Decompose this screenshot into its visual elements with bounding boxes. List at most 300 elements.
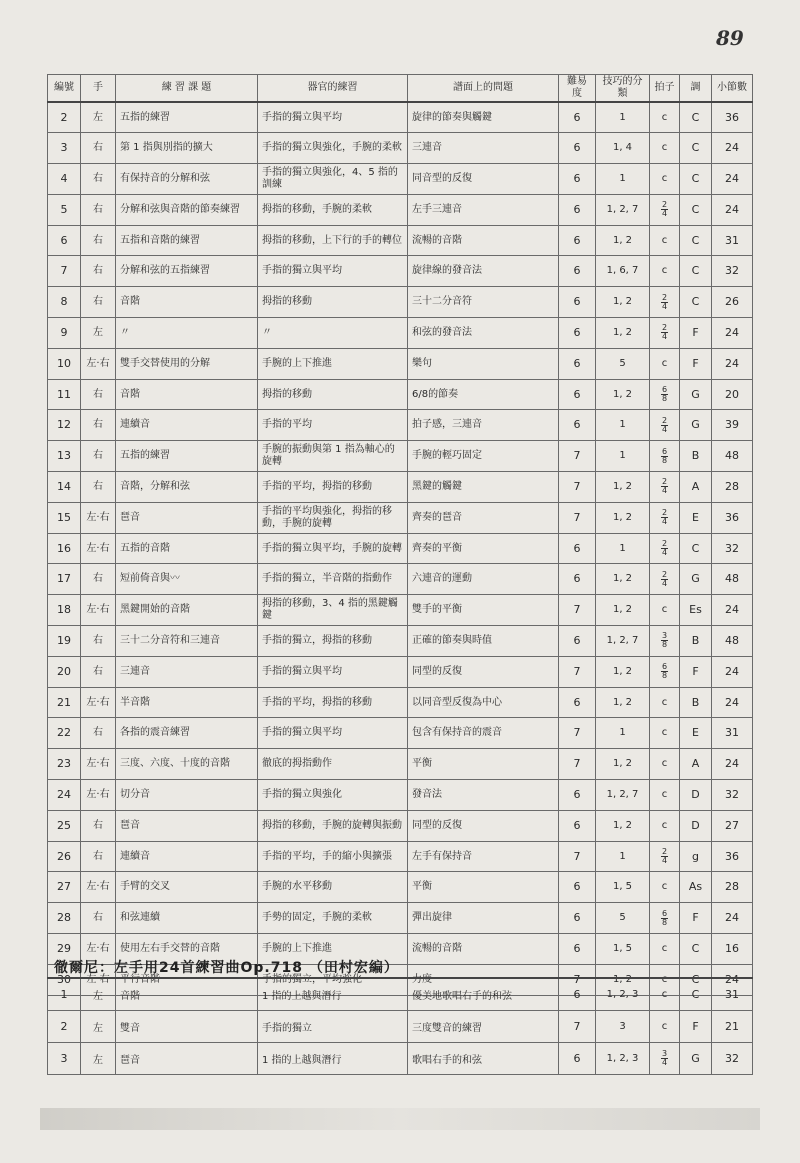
bar-count-cell: 24 bbox=[712, 656, 753, 687]
time-signature-cell bbox=[650, 502, 680, 533]
row-number: 5 bbox=[48, 194, 81, 225]
skill-category-cell: 1, 2 bbox=[596, 687, 650, 718]
skill-category-cell: 1 bbox=[596, 410, 650, 441]
bar-count-cell: 24 bbox=[712, 318, 753, 349]
fraction-glyph: $\frac{6}{8}$ bbox=[661, 908, 668, 927]
row-number: 10 bbox=[48, 348, 81, 379]
bar-count-cell: 16 bbox=[712, 934, 753, 965]
topic-cell: 〃 bbox=[116, 318, 258, 349]
table-row bbox=[48, 256, 753, 287]
key-cell: G bbox=[680, 1043, 712, 1075]
row-number: 24 bbox=[48, 780, 81, 811]
organ-exercise-cell: 手指的獨立 bbox=[258, 1011, 408, 1043]
skill-category-cell: 5 bbox=[596, 348, 650, 379]
difficulty-cell: 6 bbox=[559, 687, 596, 718]
time-signature-cell: c bbox=[650, 872, 680, 903]
key-cell: F bbox=[680, 318, 712, 349]
header-cell: 調 bbox=[680, 75, 712, 103]
time-signature-cell: c bbox=[650, 1011, 680, 1043]
row-number: 17 bbox=[48, 564, 81, 595]
hand-cell: 右 bbox=[81, 472, 116, 503]
organ-exercise-cell: 1 指的上越與潛行 bbox=[258, 978, 408, 1011]
skill-category-cell: 1, 2 bbox=[596, 595, 650, 626]
hand-cell: 右 bbox=[81, 841, 116, 872]
table-row bbox=[48, 379, 753, 410]
page-number: 89 bbox=[716, 26, 744, 50]
difficulty-cell: 7 bbox=[559, 718, 596, 749]
table-row bbox=[48, 749, 753, 780]
topic-cell: 音階 bbox=[116, 287, 258, 318]
topic-cell: 連續音 bbox=[116, 410, 258, 441]
key-cell: B bbox=[680, 626, 712, 657]
row-number: 3 bbox=[48, 133, 81, 164]
key-cell: C bbox=[680, 194, 712, 225]
key-cell: F bbox=[680, 656, 712, 687]
key-cell: D bbox=[680, 780, 712, 811]
skill-category-cell: 1 bbox=[596, 164, 650, 195]
key-cell: C bbox=[680, 256, 712, 287]
topic-cell: 五指和音階的練習 bbox=[116, 225, 258, 256]
hand-cell: 左 bbox=[81, 318, 116, 349]
fraction-glyph: $\frac{2}{4}$ bbox=[661, 569, 668, 588]
fraction-glyph: $\frac{2}{4}$ bbox=[661, 292, 668, 311]
table-row bbox=[48, 656, 753, 687]
skill-category-cell: 1, 2, 7 bbox=[596, 780, 650, 811]
fraction-glyph: $\frac{2}{4}$ bbox=[661, 415, 668, 434]
hand-cell: 右 bbox=[81, 194, 116, 225]
hand-cell: 左·右 bbox=[81, 780, 116, 811]
row-number: 28 bbox=[48, 903, 81, 934]
header-cell: 編號 bbox=[48, 75, 81, 103]
key-cell: E bbox=[680, 502, 712, 533]
skill-category-cell: 1, 5 bbox=[596, 872, 650, 903]
fraction-glyph: $\frac{6}{8}$ bbox=[661, 385, 668, 404]
row-number: 16 bbox=[48, 533, 81, 564]
score-problem-cell: 六連音的運動 bbox=[408, 564, 559, 595]
table-row bbox=[48, 441, 753, 472]
row-number: 11 bbox=[48, 379, 81, 410]
hand-cell: 右 bbox=[81, 225, 116, 256]
skill-category-cell: 1, 2 bbox=[596, 379, 650, 410]
table-row bbox=[48, 1043, 753, 1075]
topic-cell: 切分音 bbox=[116, 780, 258, 811]
header-cell: 練 習 課 題 bbox=[116, 75, 258, 103]
organ-exercise-cell: 手指的獨立與平均 bbox=[258, 102, 408, 133]
bar-count-cell: 24 bbox=[712, 964, 753, 995]
score-problem-cell: 旋律線的發音法 bbox=[408, 256, 559, 287]
row-number: 12 bbox=[48, 410, 81, 441]
time-signature-cell bbox=[650, 472, 680, 503]
skill-category-cell: 1, 2 bbox=[596, 749, 650, 780]
section-subtitle: 徹爾尼：左手用24首練習曲Op.718 （田村宏編） bbox=[54, 960, 399, 976]
hand-cell: 左·右 bbox=[81, 595, 116, 626]
table-row bbox=[48, 872, 753, 903]
difficulty-cell: 7 bbox=[559, 656, 596, 687]
organ-exercise-cell: 手指的獨立，拇指的移動 bbox=[258, 626, 408, 657]
table-row bbox=[48, 903, 753, 934]
bar-count-cell: 24 bbox=[712, 348, 753, 379]
organ-exercise-cell: 手指的獨立與強化 bbox=[258, 780, 408, 811]
organ-exercise-cell: 手指的獨立與強化，4、5 指的訓練 bbox=[258, 164, 408, 195]
difficulty-cell: 7 bbox=[559, 1011, 596, 1043]
topic-cell: 平行音階 bbox=[116, 964, 258, 995]
score-problem-cell: 6/8的節奏 bbox=[408, 379, 559, 410]
difficulty-cell: 6 bbox=[559, 194, 596, 225]
topic-cell: 五指的練習 bbox=[116, 441, 258, 472]
difficulty-cell: 6 bbox=[559, 564, 596, 595]
fraction-glyph: $\frac{3}{8}$ bbox=[661, 631, 668, 650]
table-row bbox=[48, 810, 753, 841]
time-signature-cell: c bbox=[650, 348, 680, 379]
bar-count-cell: 32 bbox=[712, 533, 753, 564]
bar-count-cell: 24 bbox=[712, 164, 753, 195]
table-row bbox=[48, 102, 753, 133]
hand-cell: 左·右 bbox=[81, 502, 116, 533]
bar-count-cell: 31 bbox=[712, 718, 753, 749]
topic-cell: 手臂的交叉 bbox=[116, 872, 258, 903]
hand-cell: 右 bbox=[81, 256, 116, 287]
skill-category-cell: 1 bbox=[596, 441, 650, 472]
skill-category-cell: 1, 2 bbox=[596, 810, 650, 841]
bar-count-cell: 27 bbox=[712, 810, 753, 841]
row-number: 9 bbox=[48, 318, 81, 349]
fraction-glyph: $\frac{2}{4}$ bbox=[661, 847, 668, 866]
table-row bbox=[48, 348, 753, 379]
key-cell: A bbox=[680, 472, 712, 503]
hand-cell: 右 bbox=[81, 626, 116, 657]
time-signature-cell bbox=[650, 564, 680, 595]
etude-table bbox=[47, 74, 753, 996]
organ-exercise-cell: 手指的獨立，平均強化 bbox=[258, 964, 408, 995]
time-signature-cell: c bbox=[650, 934, 680, 965]
topic-cell: 三度、六度、十度的音階 bbox=[116, 749, 258, 780]
table-row bbox=[48, 133, 753, 164]
skill-category-cell: 1, 2 bbox=[596, 964, 650, 995]
bar-count-cell: 24 bbox=[712, 687, 753, 718]
skill-category-cell: 1, 2 bbox=[596, 225, 650, 256]
table-row bbox=[48, 595, 753, 626]
time-signature-cell bbox=[650, 533, 680, 564]
hand-cell: 右 bbox=[81, 441, 116, 472]
score-problem-cell: 平衡 bbox=[408, 872, 559, 903]
difficulty-cell: 6 bbox=[559, 225, 596, 256]
time-signature-cell bbox=[650, 841, 680, 872]
organ-exercise-cell: 手指的平均，手的縮小與擴張 bbox=[258, 841, 408, 872]
time-signature-cell bbox=[650, 626, 680, 657]
hand-cell: 左·右 bbox=[81, 749, 116, 780]
organ-exercise-cell: 手腕的振動與第 1 指為軸心的旋轉 bbox=[258, 441, 408, 472]
hand-cell: 右 bbox=[81, 379, 116, 410]
key-cell: C bbox=[680, 102, 712, 133]
organ-exercise-cell: 拇指的移動，3、4 指的黑鍵觸鍵 bbox=[258, 595, 408, 626]
bar-count-cell: 32 bbox=[712, 1043, 753, 1075]
bar-count-cell: 28 bbox=[712, 872, 753, 903]
skill-category-cell: 3 bbox=[596, 1011, 650, 1043]
score-problem-cell: 雙手的平衡 bbox=[408, 595, 559, 626]
topic-cell: 第 1 指與別指的擴大 bbox=[116, 133, 258, 164]
hand-cell: 左 bbox=[81, 1011, 116, 1043]
time-signature-cell: c bbox=[650, 749, 680, 780]
topic-cell: 使用左右手交替的音階 bbox=[116, 934, 258, 965]
difficulty-cell: 6 bbox=[559, 348, 596, 379]
difficulty-cell: 7 bbox=[559, 472, 596, 503]
row-number: 30 bbox=[48, 964, 81, 995]
fraction-glyph: $\frac{2}{4}$ bbox=[661, 323, 668, 342]
row-number: 23 bbox=[48, 749, 81, 780]
difficulty-cell: 6 bbox=[559, 626, 596, 657]
difficulty-cell: 6 bbox=[559, 318, 596, 349]
key-cell: C bbox=[680, 287, 712, 318]
skill-category-cell: 1, 2 bbox=[596, 318, 650, 349]
key-cell: G bbox=[680, 410, 712, 441]
topic-cell: 三十二分音符和三連音 bbox=[116, 626, 258, 657]
score-problem-cell: 同音型的反復 bbox=[408, 164, 559, 195]
row-number: 4 bbox=[48, 164, 81, 195]
score-problem-cell: 彈出旋律 bbox=[408, 903, 559, 934]
difficulty-cell: 7 bbox=[559, 841, 596, 872]
score-problem-cell: 同型的反復 bbox=[408, 810, 559, 841]
difficulty-cell: 6 bbox=[559, 1043, 596, 1075]
organ-exercise-cell: 手指的獨立與平均 bbox=[258, 656, 408, 687]
key-cell: B bbox=[680, 687, 712, 718]
organ-exercise-cell: 手指的獨立，半音階的指動作 bbox=[258, 564, 408, 595]
score-problem-cell: 平衡 bbox=[408, 749, 559, 780]
header-cell: 器官的練習 bbox=[258, 75, 408, 103]
time-signature-cell bbox=[650, 656, 680, 687]
score-problem-cell: 齊奏的琶音 bbox=[408, 502, 559, 533]
time-signature-cell: c bbox=[650, 978, 680, 1011]
bar-count-cell: 31 bbox=[712, 225, 753, 256]
row-number: 2 bbox=[48, 1011, 81, 1043]
row-number: 22 bbox=[48, 718, 81, 749]
time-signature-cell bbox=[650, 903, 680, 934]
skill-category-cell: 1, 2, 7 bbox=[596, 626, 650, 657]
scan-smudge bbox=[40, 1108, 760, 1130]
time-signature-cell: c bbox=[650, 102, 680, 133]
skill-category-cell: 1 bbox=[596, 718, 650, 749]
fraction-glyph: $\frac{2}{4}$ bbox=[661, 508, 668, 527]
skill-category-cell: 1, 6, 7 bbox=[596, 256, 650, 287]
hand-cell: 右 bbox=[81, 410, 116, 441]
score-problem-cell: 和弦的發音法 bbox=[408, 318, 559, 349]
organ-exercise-cell: 拇指的移動 bbox=[258, 379, 408, 410]
header-cell: 小節數 bbox=[712, 75, 753, 103]
key-cell: Es bbox=[680, 595, 712, 626]
time-signature-cell: c bbox=[650, 687, 680, 718]
time-signature-cell: c bbox=[650, 595, 680, 626]
topic-cell: 各指的震音練習 bbox=[116, 718, 258, 749]
topic-cell: 五指的練習 bbox=[116, 102, 258, 133]
organ-exercise-cell: 手指的平均 bbox=[258, 410, 408, 441]
hand-cell: 左 bbox=[81, 978, 116, 1011]
table-row bbox=[48, 225, 753, 256]
table-row bbox=[48, 1011, 753, 1043]
key-cell: C bbox=[680, 225, 712, 256]
hand-cell: 左·右 bbox=[81, 872, 116, 903]
difficulty-cell: 7 bbox=[559, 502, 596, 533]
skill-category-cell: 1, 2 bbox=[596, 656, 650, 687]
hand-cell: 右 bbox=[81, 564, 116, 595]
hand-cell: 右 bbox=[81, 718, 116, 749]
score-problem-cell: 以同音型反復為中心 bbox=[408, 687, 559, 718]
time-signature-cell: c bbox=[650, 225, 680, 256]
organ-exercise-cell: 手腕的上下推進 bbox=[258, 934, 408, 965]
row-number: 18 bbox=[48, 595, 81, 626]
key-cell: g bbox=[680, 841, 712, 872]
skill-category-cell: 1, 2 bbox=[596, 502, 650, 533]
table-row bbox=[48, 287, 753, 318]
difficulty-cell: 6 bbox=[559, 379, 596, 410]
topic-cell: 琶音 bbox=[116, 502, 258, 533]
hand-cell: 右 bbox=[81, 164, 116, 195]
op718-table bbox=[47, 977, 753, 1075]
difficulty-cell: 7 bbox=[559, 595, 596, 626]
time-signature-cell: c bbox=[650, 810, 680, 841]
bar-count-cell: 32 bbox=[712, 780, 753, 811]
key-cell: C bbox=[680, 964, 712, 995]
organ-exercise-cell: 徹底的拇指動作 bbox=[258, 749, 408, 780]
bar-count-cell: 24 bbox=[712, 133, 753, 164]
time-signature-cell bbox=[650, 194, 680, 225]
bar-count-cell: 31 bbox=[712, 978, 753, 1011]
fraction-glyph: $\frac{3}{4}$ bbox=[661, 1049, 668, 1067]
skill-category-cell: 1, 2 bbox=[596, 472, 650, 503]
fraction-glyph: $\frac{2}{4}$ bbox=[661, 539, 668, 558]
skill-category-cell: 1 bbox=[596, 102, 650, 133]
table-row bbox=[48, 194, 753, 225]
table-row bbox=[48, 564, 753, 595]
key-cell: F bbox=[680, 1011, 712, 1043]
bar-count-cell: 39 bbox=[712, 410, 753, 441]
skill-category-cell: 1, 2 bbox=[596, 564, 650, 595]
table-row bbox=[48, 502, 753, 533]
topic-cell: 音階，分解和弦 bbox=[116, 472, 258, 503]
time-signature-cell bbox=[650, 379, 680, 410]
table-row bbox=[48, 718, 753, 749]
topic-cell: 黑鍵開始的音階 bbox=[116, 595, 258, 626]
organ-exercise-cell: 手指的平均，拇指的移動 bbox=[258, 472, 408, 503]
key-cell: G bbox=[680, 379, 712, 410]
difficulty-cell: 6 bbox=[559, 133, 596, 164]
score-problem-cell: 齊奏的平衡 bbox=[408, 533, 559, 564]
row-number: 27 bbox=[48, 872, 81, 903]
key-cell: C bbox=[680, 934, 712, 965]
row-number: 6 bbox=[48, 225, 81, 256]
bar-count-cell: 21 bbox=[712, 1011, 753, 1043]
row-number: 25 bbox=[48, 810, 81, 841]
key-cell: E bbox=[680, 718, 712, 749]
bar-count-cell: 24 bbox=[712, 903, 753, 934]
difficulty-cell: 7 bbox=[559, 964, 596, 995]
time-signature-cell: c bbox=[650, 256, 680, 287]
skill-category-cell: 5 bbox=[596, 903, 650, 934]
row-number: 1 bbox=[48, 978, 81, 1011]
hand-cell: 右 bbox=[81, 903, 116, 934]
topic-cell: 琶音 bbox=[116, 810, 258, 841]
time-signature-cell bbox=[650, 287, 680, 318]
topic-cell: 音階 bbox=[116, 978, 258, 1011]
bar-count-cell: 32 bbox=[712, 256, 753, 287]
time-signature-cell bbox=[650, 410, 680, 441]
hand-cell: 右 bbox=[81, 810, 116, 841]
difficulty-cell: 6 bbox=[559, 978, 596, 1011]
table-row bbox=[48, 978, 753, 1011]
time-signature-cell: c bbox=[650, 780, 680, 811]
organ-exercise-cell: 拇指的移動，手腕的旋轉與振動 bbox=[258, 810, 408, 841]
table-row bbox=[48, 626, 753, 657]
topic-cell: 有保持音的分解和弦 bbox=[116, 164, 258, 195]
table-row bbox=[48, 780, 753, 811]
key-cell: C bbox=[680, 164, 712, 195]
score-problem-cell: 手腕的輕巧固定 bbox=[408, 441, 559, 472]
time-signature-cell bbox=[650, 1043, 680, 1075]
organ-exercise-cell: 手腕的上下推進 bbox=[258, 348, 408, 379]
table-row bbox=[48, 687, 753, 718]
key-cell: C bbox=[680, 133, 712, 164]
row-number: 8 bbox=[48, 287, 81, 318]
table-row bbox=[48, 410, 753, 441]
hand-cell: 左·右 bbox=[81, 348, 116, 379]
hand-cell: 右 bbox=[81, 133, 116, 164]
bar-count-cell: 26 bbox=[712, 287, 753, 318]
organ-exercise-cell: 手指的平均，拇指的移動 bbox=[258, 687, 408, 718]
topic-cell: 三連音 bbox=[116, 656, 258, 687]
score-problem-cell: 樂句 bbox=[408, 348, 559, 379]
header-cell: 手 bbox=[81, 75, 116, 103]
organ-exercise-cell: 手勢的固定，手腕的柔軟 bbox=[258, 903, 408, 934]
difficulty-cell: 6 bbox=[559, 810, 596, 841]
row-number: 13 bbox=[48, 441, 81, 472]
hand-cell: 右 bbox=[81, 656, 116, 687]
topic-cell: 連續音 bbox=[116, 841, 258, 872]
score-problem-cell: 流暢的音階 bbox=[408, 934, 559, 965]
score-problem-cell: 歌唱右手的和弦 bbox=[408, 1043, 559, 1075]
organ-exercise-cell: 手指的平均與強化，拇指的移動，手腕的旋轉 bbox=[258, 502, 408, 533]
difficulty-cell: 7 bbox=[559, 441, 596, 472]
organ-exercise-cell: 手指的獨立與平均 bbox=[258, 256, 408, 287]
time-signature-cell: c bbox=[650, 133, 680, 164]
organ-exercise-cell: 手指的獨立與強化，手腕的柔軟 bbox=[258, 133, 408, 164]
hand-cell: 左·右 bbox=[81, 964, 116, 995]
key-cell: As bbox=[680, 872, 712, 903]
difficulty-cell: 6 bbox=[559, 533, 596, 564]
table-row bbox=[48, 164, 753, 195]
table-row bbox=[48, 318, 753, 349]
row-number: 14 bbox=[48, 472, 81, 503]
key-cell: D bbox=[680, 810, 712, 841]
row-number: 29 bbox=[48, 934, 81, 965]
key-cell: B bbox=[680, 441, 712, 472]
key-cell: F bbox=[680, 348, 712, 379]
score-problem-cell: 發音法 bbox=[408, 780, 559, 811]
organ-exercise-cell: 〃 bbox=[258, 318, 408, 349]
score-problem-cell: 三十二分音符 bbox=[408, 287, 559, 318]
score-problem-cell: 流暢的音階 bbox=[408, 225, 559, 256]
difficulty-cell: 6 bbox=[559, 102, 596, 133]
skill-category-cell: 1, 4 bbox=[596, 133, 650, 164]
table-row bbox=[48, 533, 753, 564]
row-number: 20 bbox=[48, 656, 81, 687]
score-problem-cell: 三度雙音的練習 bbox=[408, 1011, 559, 1043]
bar-count-cell: 28 bbox=[712, 472, 753, 503]
header-row bbox=[48, 75, 753, 103]
skill-category-cell: 1 bbox=[596, 841, 650, 872]
difficulty-cell: 6 bbox=[559, 164, 596, 195]
key-cell: C bbox=[680, 978, 712, 1011]
score-problem-cell: 左手有保持音 bbox=[408, 841, 559, 872]
bar-count-cell: 36 bbox=[712, 841, 753, 872]
skill-category-cell: 1, 5 bbox=[596, 934, 650, 965]
